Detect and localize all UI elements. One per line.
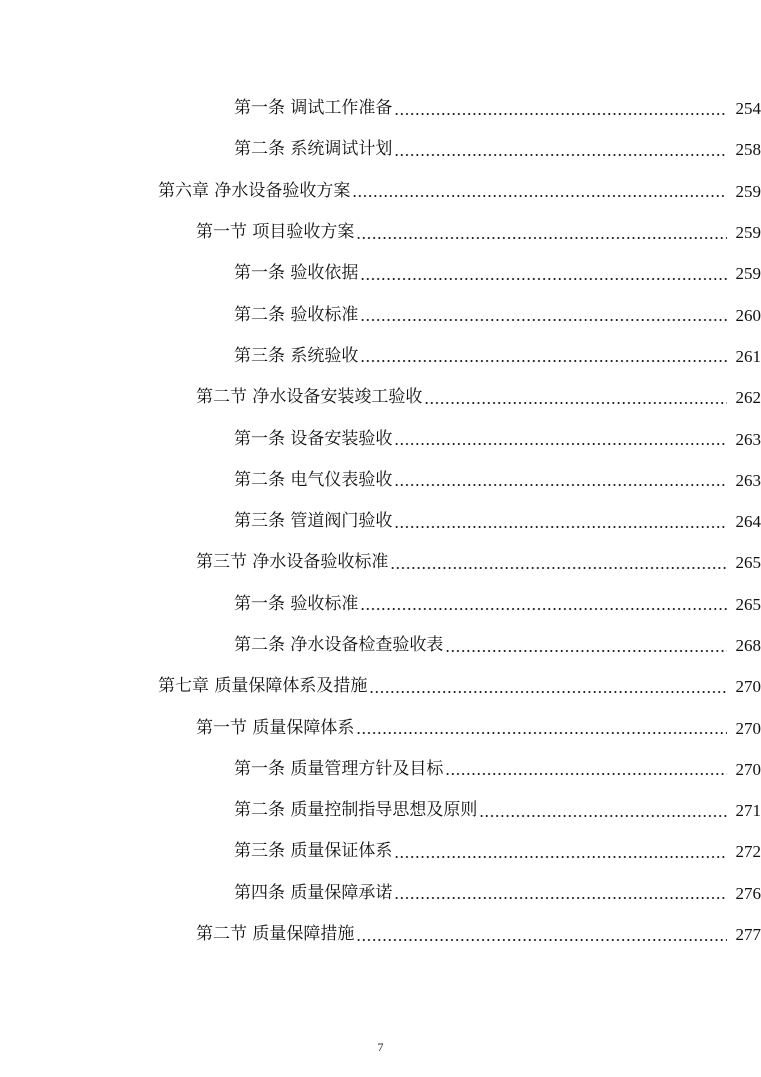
- toc-entry-page: 259: [735, 181, 761, 201]
- toc-entry[interactable]: [0, 873, 761, 914]
- toc-entry-title: 第一条 验收标准: [234, 593, 359, 614]
- toc-entry[interactable]: [0, 749, 761, 790]
- dot-leader: [394, 524, 727, 530]
- toc-entry-title: 第二节 质量保障措施: [196, 924, 355, 945]
- toc-entry[interactable]: [0, 253, 761, 294]
- toc-entry-title: 第三条 质量保证体系: [234, 841, 393, 862]
- toc-entry[interactable]: [0, 790, 761, 831]
- toc-entry[interactable]: [0, 914, 761, 955]
- dot-leader: [360, 358, 727, 364]
- toc-entry-title: 第一条 调试工作准备: [234, 98, 393, 119]
- toc-entry[interactable]: [0, 584, 761, 625]
- toc-entry[interactable]: [0, 377, 761, 418]
- toc-entry-page: 262: [735, 388, 761, 408]
- toc-entry-title: 第四条 质量保障承诺: [234, 882, 393, 903]
- toc-entry-title: 第二条 净水设备检查验收表: [234, 635, 444, 655]
- dot-leader: [360, 317, 727, 323]
- dot-leader: [424, 400, 727, 406]
- dot-leader: [394, 111, 727, 117]
- toc-entry-title: 第三节 净水设备验收标准: [196, 552, 389, 573]
- dot-leader: [479, 813, 727, 819]
- dot-leader: [394, 441, 727, 447]
- toc-entry-title: 第一节 项目验收方案: [196, 222, 355, 243]
- toc-entry-page: 268: [735, 636, 761, 655]
- dot-leader: [394, 895, 727, 901]
- toc-entry-title: 第一条 质量管理方针及目标: [234, 758, 444, 779]
- dot-leader: [394, 854, 727, 860]
- dot-leader: [394, 482, 727, 488]
- toc-entry-title: 第一节 质量保障体系: [196, 717, 355, 738]
- toc-entry-page: 272: [735, 842, 761, 862]
- toc-entry-title: 第二条 质量控制指导思想及原则: [234, 800, 478, 821]
- toc-entry-title: 第二节 净水设备安装竣工验收: [196, 387, 423, 408]
- page-number: 7: [377, 1040, 384, 1054]
- toc-entry-page: 260: [735, 305, 761, 325]
- toc-entry-page: 265: [735, 553, 761, 573]
- dot-leader: [352, 193, 727, 199]
- toc-entry-title: 第六章 净水设备验收方案: [158, 180, 351, 201]
- toc-entry-page: 263: [735, 470, 761, 490]
- toc-entry-page: 270: [735, 718, 761, 738]
- toc-entry-page: 276: [735, 883, 761, 903]
- toc-entry-page: 263: [735, 429, 761, 449]
- toc-entry[interactable]: [0, 707, 761, 748]
- toc-entry-page: 271: [735, 801, 761, 821]
- table-of-contents: [0, 88, 761, 955]
- toc-entry-title: 第二条 验收标准: [234, 304, 359, 325]
- toc-entry-title: 第七章 质量保障体系及措施: [158, 676, 368, 697]
- toc-entry-page: 265: [735, 594, 761, 614]
- toc-entry[interactable]: [0, 171, 761, 212]
- dot-leader: [356, 937, 727, 943]
- dot-leader: [369, 689, 727, 695]
- toc-entry-page: 258: [735, 140, 761, 160]
- toc-entry-page: 270: [735, 677, 761, 697]
- toc-entry-title: 第一条 设备安装验收: [234, 428, 393, 449]
- dot-leader: [356, 730, 727, 736]
- dot-leader: [445, 771, 727, 777]
- toc-entry[interactable]: [0, 460, 761, 501]
- toc-entry[interactable]: [0, 129, 761, 170]
- toc-entry-page: 259: [735, 223, 761, 243]
- toc-entry-page: 264: [735, 512, 761, 532]
- toc-entry-page: 259: [735, 264, 761, 284]
- dot-leader: [360, 276, 727, 282]
- dot-leader: [390, 565, 727, 571]
- toc-entry[interactable]: [0, 625, 761, 666]
- toc-entry-page: 270: [735, 759, 761, 779]
- dot-leader: [394, 152, 727, 158]
- toc-entry-page: 261: [735, 346, 761, 366]
- dot-leader: [360, 606, 727, 612]
- toc-entry-page: 254: [735, 99, 761, 119]
- toc-entry-page: 277: [735, 925, 761, 945]
- dot-leader: [356, 235, 727, 241]
- toc-entry[interactable]: [0, 831, 761, 872]
- toc-entry[interactable]: [0, 542, 761, 583]
- toc-entry[interactable]: [0, 418, 761, 459]
- toc-entry[interactable]: [0, 501, 761, 542]
- toc-entry-title: 第三条 管道阀门验收: [234, 511, 393, 532]
- toc-entry[interactable]: [0, 666, 761, 707]
- toc-entry[interactable]: [0, 294, 761, 335]
- dot-leader: [445, 648, 727, 654]
- toc-entry-title: 第三条 系统验收: [234, 345, 359, 366]
- toc-entry-title: 第二条 系统调试计划: [234, 139, 393, 160]
- toc-entry-title: 第二条 电气仪表验收: [234, 469, 393, 490]
- toc-entry-title: 第一条 验收依据: [234, 263, 359, 284]
- toc-entry[interactable]: [0, 88, 761, 129]
- toc-entry[interactable]: [0, 212, 761, 253]
- toc-entry[interactable]: [0, 336, 761, 377]
